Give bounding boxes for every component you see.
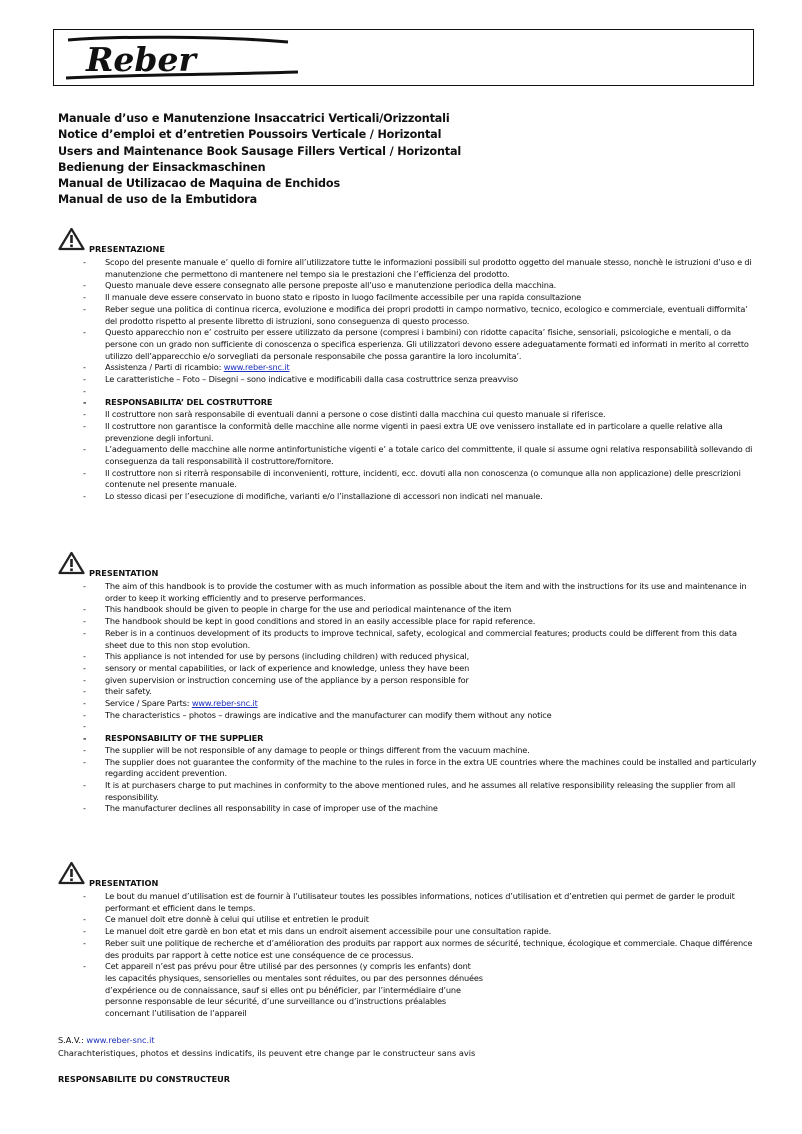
- list-item: - RESPONSABILITY OF THE SUPPLIER: [83, 733, 264, 744]
- list-item: personne responsable de leur sécurité, d’une surveillance ou d’instructions préalables: [105, 996, 447, 1007]
- warning-icon: [58, 227, 85, 251]
- list-item: - The aim of this handbook is to provide the costumer with as much information as possible about the item and with the instructions for its use and maintenance in order to keep it working efficiently and to preserve performances.: [83, 581, 747, 603]
- list-item: - The supplier does not guarantee the conformity of the machine to the rules in force in the extra UE countries where the machines could be installed and particularly regarding accident prevention.: [83, 756, 757, 779]
- logo-text: Reber: [86, 40, 196, 79]
- list-item: - their safety.: [83, 686, 152, 697]
- item-list: [58, 891, 758, 1020]
- list-item: - Il costruttore non si riterrà responsabile di inconvenienti, rotture, incidenti, ecc. dovuti alla non conoscenza (o comunque alla non applicazione) delle prescrizioni contenute nel presente manuale.: [83, 467, 741, 490]
- list-item: - Reber is in a continuos development of its products to improve technical, safety, ecological and commercial features; products could be different from this data sheet due to this non stop evolution.: [83, 627, 737, 650]
- list-item: - Lo stesso dicasi per l’esecuzione di modifiche, varianti e/o l’installazione di accessori non indicati nel manuale.: [83, 491, 543, 502]
- list-item: - This handbook should be given to people in charge for the use and periodical maintenance of the item: [83, 604, 512, 615]
- list-item: - Il manuale deve essere conservato in buono stato e riposto in luogo facilmente accessibile per una rapida consultazione: [83, 292, 582, 303]
- title-line: Bedienung der Einsackmaschinen: [58, 160, 266, 174]
- reber-logo: [58, 34, 308, 82]
- title-line: Manuale d’uso e Manutenzione Insaccatrici Verticali/Orizzontali: [58, 112, 450, 125]
- list-item: les capacités physiques, sensorielles ou mentales sont réduites, ou par des personnes dénuées: [105, 972, 483, 983]
- list-item: - The supplier will be not responsible of any damage to people or things different from the vacuum machine.: [83, 744, 530, 755]
- assist-link[interactable]: www.reber-snc.it: [223, 362, 290, 373]
- list-item: - Le caratteristiche – Foto – Disegni – sono indicative e modificabili dalla casa costruttrice senza preavviso: [83, 374, 518, 385]
- list-item: - The characteristics – photos – drawings are indicative and the manufacturer can modify them without any notice: [83, 709, 552, 720]
- list-item: - The manufacturer declines all responsability in case of improper use of the machine: [83, 803, 438, 814]
- list-item: - RESPONSABILITA’ DEL COSTRUTTORE: [83, 397, 273, 408]
- item-list: [58, 257, 758, 503]
- list-item: - The handbook should be kept in good conditions and stored in an easily accessible place for rapid reference.: [83, 616, 536, 627]
- list-item: - Il costruttore non sarà responsabile di eventuali danni a persone o cose distinti dalla macchina cui questo manuale si riferisce.: [83, 409, 606, 420]
- title-line: Manual de uso de la Embutidora: [58, 193, 258, 207]
- list-item: - Assistenza / Parti di ricambio: www.reber-snc.it: [83, 362, 290, 373]
- list-item: - This appliance is not intended for use by persons (including children) with reduced physical,: [83, 651, 470, 662]
- list-item: - sensory or mental capabilities, or lack of experience and knowledge, unless they have been: [83, 662, 470, 673]
- warning-icon: [58, 861, 85, 885]
- header-logo-box: [53, 29, 754, 86]
- title-line: Manual de Utilizacao de Maquina de Enchidos: [58, 177, 340, 191]
- list-item: - Cet appareil n’est pas prévu pour être utilisé par des personnes (y compris les enfants) dont: [83, 961, 471, 972]
- sav-line: S.A.V.: www.reber-snc.it: [58, 1035, 155, 1045]
- list-item: - Reber suit une politique de recherche et d’amélioration des produits par rapport aux normes de sécurité, technique, écologique et commerciale. Chaque différence des produits par rapport à cette notice est une conséquence de ce processus.: [83, 937, 753, 960]
- sav-link[interactable]: www.reber-snc.it: [86, 1035, 155, 1045]
- title-line: Users and Maintenance Book Sausage Fillers Vertical / Horizontal: [58, 144, 462, 158]
- list-item: -: [83, 721, 86, 732]
- list-item: -: [83, 385, 86, 396]
- list-item: - L’adeguamento delle macchine alle norme antinfortunistiche vigenti e’ a totale carico del committente, il quale si assume ogni relativa responsabilità sollevando di conseguenza da tali responsabilità il costruttore/fornitore.: [83, 444, 753, 466]
- section-heading: PRESENTAZIONE: [89, 244, 165, 254]
- list-item: - Le manuel doit etre gardè en bon etat et mis dans un endroit aisement accessibile pour une consultation rapide.: [83, 926, 552, 937]
- list-item: - Questo apparecchio non e’ costruito per essere utilizzato da persone (compresi i bambini) con ridotte capacita’ fisiche, sensoriali, psicologiche e mentali, o da persone con un grado non sufficiente di conoscenza o specifica esperienza. Gli utilizzatori devono essere adeguatamente formati ed informati in merito al corretto utilizzo dell’apparecchio e/o sorvegliati da personale responsabile che possa garantire la loro incolumita’.: [83, 327, 749, 361]
- section-heading: PRESENTATION: [89, 878, 159, 888]
- list-item: - Ce manuel doit etre donnè à celui qui utilise et entretien le produit: [83, 914, 369, 925]
- characteristics-line: Charachteristiques, photos et dessins indicatifs, ils peuvent etre change par le constructeur sans avis: [58, 1048, 476, 1058]
- list-item: concernant l’utilisation de l’appareil: [105, 1008, 247, 1019]
- list-item: - Il costruttore non garantisce la conformità delle macchine alle norme vigenti in paesi extra UE ove venissero installate ed in particolare a quelle relative alla prevenzione degli infortuni.: [83, 420, 723, 443]
- list-item: - Reber segue una politica di continua ricerca, evoluzione e modifica dei propri prodotti in campo normativo, tecnico, ecologico e commerciale, eventuali difformita’ del prodotto rispetto al presente libretto di istruzioni, sono conseguenza di questo processo.: [83, 303, 748, 326]
- responsibility-heading: RESPONSABILITE DU CONSTRUCTEUR: [58, 1074, 231, 1084]
- item-list: [58, 581, 758, 815]
- list-item: - Service / Spare Parts: www.reber-snc.it: [83, 698, 258, 709]
- service-link[interactable]: www.reber-snc.it: [191, 698, 258, 709]
- list-item: - It is at purchasers charge to put machines in conformity to the above mentioned rules, and he assumes all relative responsibility releasing the supplier from all responsibility.: [83, 779, 736, 802]
- manual-titles: [58, 111, 461, 209]
- list-item: - Le bout du manuel d’utilisation est de fournir à l’utilisateur toutes les possibles informations, notices d’utilisation et d’entretien qui permet de garder le produit performant et efficient dans le temps.: [83, 891, 735, 913]
- list-item: - given supervision or instruction concerning use of the appliance by a person responsible for: [83, 674, 469, 685]
- title-line: Notice d’emploi et d’entretien Poussoirs Verticale / Horizontal: [58, 128, 442, 142]
- list-item: d’expérience ou de connaissance, sauf si elles ont pu bénéficier, par l’intermédiaire d’une: [105, 984, 461, 995]
- list-item: - Questo manuale deve essere consegnato alle persone preposte all’uso e manutenzione periodica della macchina.: [83, 280, 557, 291]
- list-item: - Scopo del presente manuale e’ quello di fornire all’utilizzatore tutte le informazioni possibili sul prodotto oggetto del manuale stesso, nonchè le istruzioni d’uso e di manutenzione che permettono di mantenere nel tempo sia le prestazioni che l’efficienza del prodotto.: [83, 257, 752, 279]
- warning-icon: [58, 551, 85, 575]
- section-heading: PRESENTATION: [89, 568, 159, 578]
